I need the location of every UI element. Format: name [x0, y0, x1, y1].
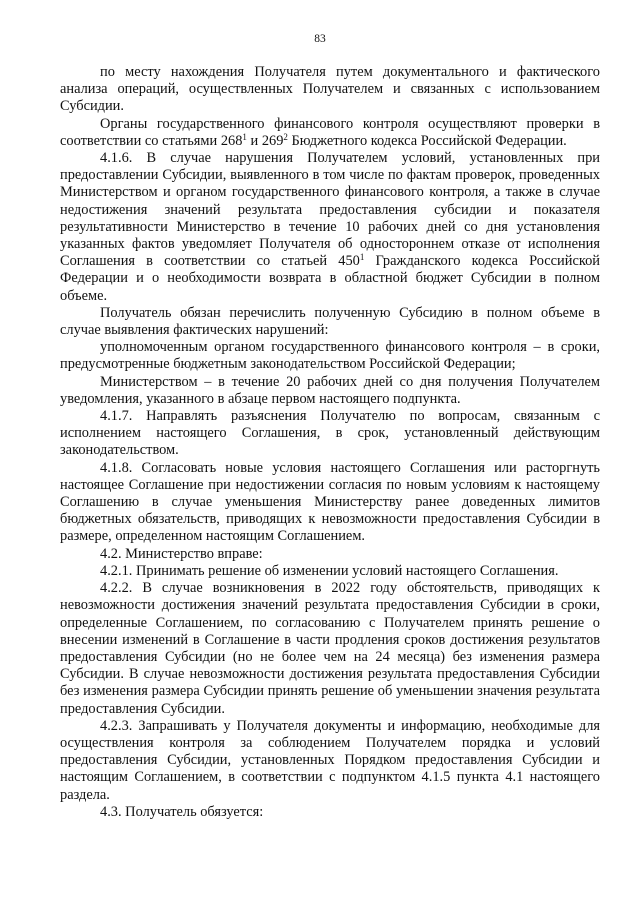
paragraph-ministry-deadline: Министерством – в течение 20 рабочих дней со дня получения Получателем уведомления, указанного в абзаце первом настоящего подпункта.: [60, 373, 600, 407]
paragraph-4-2-2: 4.2.2. В случае возникновения в 2022 году обстоятельств, приводящих к невозможности достижения значений результата предоставления Субсидии в сроки, определенные Соглашением, по согласованию с Получателем принять решение о внесении изменений в Соглашение в части продления сроков достижения результатов предоставления Субсидии (но не более чем на 24 месяца) без изменения размера Субсидии. В случае невозможности достижения результата предоставления Субсидии без изменения размера Субсидии принять решение об уменьшении значения результата предоставления Субсидии.: [60, 580, 600, 717]
paragraph-4-2-3: 4.2.3. Запрашивать у Получателя документы и информацию, необходимые для осуществления контроля за соблюдением Получателем порядка и условий предоставления Субсидии, установленных Порядком предоставления Субсидии и настоящим Соглашением, в соответствии с подпунктом 4.1.5 пункта 4.1 настоящего раздела.: [60, 717, 600, 803]
paragraph-4-1-8: 4.1.8. Согласовать новые условия настоящего Соглашения или расторгнуть настоящее Соглашение при недостижении согласия по новым условиям к настоящему Соглашению в случае уменьшения Министерству ранее доведенных лимитов бюджетных обязательств, приводящих к невозможности предоставления Субсидии в размере, определенном настоящим Соглашением.: [60, 459, 600, 545]
paragraph-4-2-1: 4.2.1. Принимать решение об изменении условий настоящего Соглашения.: [100, 562, 559, 579]
paragraph-4-2: 4.2. Министерство вправе:: [100, 545, 263, 562]
paragraph-4-1-6: 4.1.6. В случае нарушения Получателем условий, установленных при предоставлении Субсидии, выявленного в том числе по фактам проверок, проведенных Министерством и органом государственного финансового контроля, а также в случае недостижения значений результата предоставления субсидии и показателя результативности Министерство в течение 10 рабочих дней со дня установления указанных фактов уведомляет Получателя об одностороннем отказе от исполнения Соглашения в соответствии со статьей $450^1$ Гражданского кодекса Российской Федерации и о необходимости возврата в областной бюджет Субсидии в полном объеме.: [60, 150, 600, 304]
paragraph-financial-control-bodies: Органы государственного финансового контроля осуществляют проверки в соответствии со статьями $268^1$ и $269^2$ Бюджетного кодекса Российской Федерации.: [60, 115, 600, 149]
document-body: [60, 64, 600, 821]
footnote-marker: 1: [242, 131, 247, 142]
footnote-marker: 2: [283, 131, 288, 142]
paragraph-4-1-7: 4.1.7. Направлять разъяснения Получателю по вопросам, связанным с исполнением настоящего Соглашения, в срок, установленный действующим законодательством.: [60, 408, 600, 459]
page-number: 83: [314, 33, 326, 45]
paragraph-return-obligation: Получатель обязан перечислить полученную Субсидию в полном объеме в случае выявления фактических нарушений:: [60, 304, 600, 339]
paragraph-authorized-body: уполномоченным органом государственного финансового контроля – в сроки, предусмотренные бюджетным законодательством Российской Федерации;: [60, 339, 600, 373]
footnote-marker: 1: [359, 252, 365, 263]
paragraph-inspection-location: по месту нахождения Получателя путем документального и фактического анализа операций, осуществленных Получателем и связанных с использованием Субсидии.: [60, 64, 600, 115]
paragraph-4-3: 4.3. Получатель обязуется:: [100, 803, 264, 820]
